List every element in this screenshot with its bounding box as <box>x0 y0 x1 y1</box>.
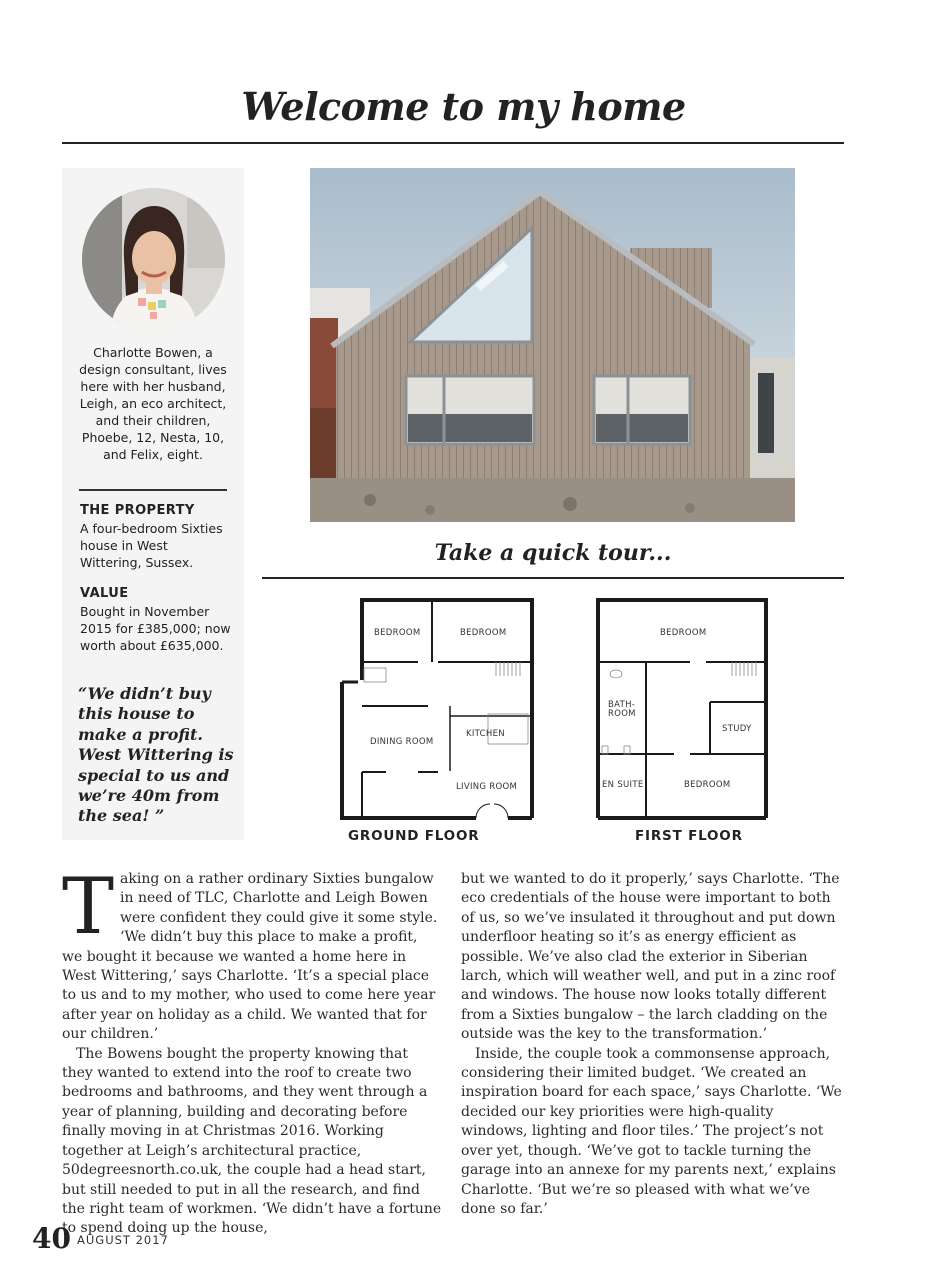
tour-divider <box>262 577 844 579</box>
tour-title: Take a quick tour... <box>434 540 672 566</box>
ground-floor-plan <box>338 596 538 834</box>
issue-date: AUGUST 2017 <box>77 1233 169 1247</box>
article-column-1 <box>62 862 442 1239</box>
room-label: DINING ROOM <box>370 737 434 747</box>
sidebar-panel <box>62 168 244 840</box>
room-label: ROOM <box>608 709 636 719</box>
room-label: BEDROOM <box>374 628 421 638</box>
paragraph: Inside, the couple took a commonsense approach, considering their limited budget. ‘We created an inspiration board for each space,’ says Charlotte. ‘We decided our key priorities were high-quality windows, lighting and floor tiles.’ The project’s not over yet, though. ‘We’ve got to tackle turning the garage into an annexe for my parents next,’ explains Charlotte. ‘But we’re so pleased with what we’ve done so far.’ <box>461 1045 842 1217</box>
resident-bio: Charlotte Bowen, a design consultant, lives here with her husband, Leigh, an eco architect, and their children, Phoebe, 12, Nesta, 10, and Felix, eight. <box>79 345 227 462</box>
quote-open-mark: “ <box>78 684 88 703</box>
first-floor-label: FIRST FLOOR <box>635 828 743 844</box>
value-heading: VALUE <box>80 586 129 601</box>
quote-close-mark: ” <box>154 806 165 826</box>
ground-floor-label: GROUND FLOOR <box>348 828 480 844</box>
page-number: 40 <box>32 1222 71 1255</box>
house-photo <box>310 168 795 522</box>
room-label: BEDROOM <box>684 780 731 790</box>
page-title: Welcome to my home <box>241 84 686 129</box>
paragraph: aking on a rather ordinary Sixties bungalow in need of TLC, Charlotte and Leigh Bowen were confident they could give it some style. ‘We didn’t buy this place to make a profit, we bought it because we wanted a home here in West Wittering,’ says Charlotte. ‘It’s a special place to us and to my mother, who used to come here year after year on holiday as a child. We wanted that for our children.’ <box>62 871 438 1043</box>
drop-cap: T <box>62 862 115 952</box>
article-column-2 <box>461 870 843 1219</box>
room-label: KITCHEN <box>466 729 505 739</box>
room-label: EN SUITE <box>602 780 644 790</box>
property-heading: THE PROPERTY <box>80 503 195 518</box>
first-floor-plan <box>594 596 774 822</box>
quote-text: We didn’t buy this house to make a profit. West Wittering is special to us and we’re 40m from the sea! <box>78 684 234 826</box>
room-label: BEDROOM <box>660 628 707 638</box>
paragraph: but we wanted to do it properly,’ says Charlotte. ‘The eco credentials of the house were important to both of us, so we’ve insulated it throughout and put down underfloor heating so it’s as energy efficient as possible. We’ve also clad the exterior in Siberian larch, which will weather well, and put in a zinc roof and windows. The house now looks totally different from a Sixties bungalow – the larch cladding on the outside was the key to the transformation.’ <box>461 871 840 1043</box>
room-label: BATH- <box>608 700 636 710</box>
sidebar-divider <box>79 489 227 491</box>
paragraph: The Bowens bought the property knowing that they wanted to extend into the roof to create two bedrooms and bathrooms, and they went through a year of planning, building and decorating before finally moving in at Christmas 2016. Working together at Leigh’s architectural practice, 50degreesnorth.co.uk, the couple had a head start, but still needed to put in all the research, and find the right team of workmen. ‘We didn’t have a fortune to spend doing up the house, <box>62 1045 442 1237</box>
room-label: LIVING ROOM <box>456 782 518 792</box>
title-divider <box>62 142 844 144</box>
value-text: Bought in November 2015 for £385,000; now worth about £635,000. <box>80 604 231 653</box>
pull-quote <box>78 684 238 827</box>
property-text: A four-bedroom Sixties house in West Wittering, Sussex. <box>80 521 223 570</box>
room-label: BEDROOM <box>460 628 507 638</box>
avatar <box>82 188 225 331</box>
room-label: STUDY <box>722 724 752 734</box>
